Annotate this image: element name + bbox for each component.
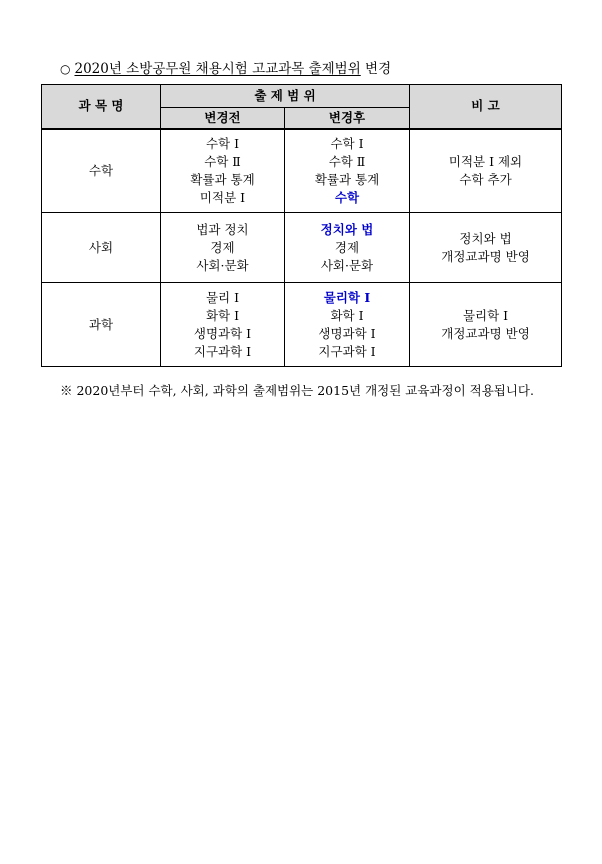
after-item-changed: 수학 — [334, 189, 360, 205]
subject-cell: 사회 — [42, 213, 161, 283]
header-scope: 출 제 범 위 — [161, 85, 410, 108]
before-item: 사회·문화 — [196, 257, 249, 273]
remarks-cell — [410, 283, 562, 367]
after-item: 확률과 통계 — [314, 171, 380, 187]
after-item-changed: 물리학 Ⅰ — [323, 289, 371, 305]
header-after: 변경후 — [285, 108, 410, 129]
after-item: 경제 — [334, 239, 360, 255]
section-heading — [60, 57, 391, 77]
before-item: 지구과학 Ⅰ — [193, 343, 252, 359]
before-item: 생명과학 Ⅰ — [193, 325, 252, 341]
table-row-social — [42, 213, 562, 283]
remarks-item: 개정교과명 반영 — [441, 248, 530, 264]
remarks-item: 수학 추가 — [459, 171, 512, 187]
after-item: 지구과학 Ⅰ — [318, 343, 376, 359]
section-heading-suffix: 변경 — [365, 61, 392, 77]
subject-cell: 수학 — [42, 129, 161, 213]
footnote: ※ 2020년부터 수학, 사회, 과학의 출제범위는 2015년 개정된 교육과정이 적용됩니다. — [60, 383, 534, 398]
before-item: 경제 — [210, 239, 235, 255]
before-item: 법과 정치 — [196, 221, 249, 237]
remarks-item: 물리학 Ⅰ — [462, 307, 509, 323]
remarks-item: 미적분 Ⅰ 제외 — [448, 153, 523, 169]
remarks-item: 정치와 법 — [459, 230, 512, 246]
before-cell — [161, 129, 285, 213]
after-item: 수학 Ⅱ — [328, 153, 366, 169]
remarks-item: 개정교과명 반영 — [441, 325, 530, 341]
before-cell — [161, 213, 285, 283]
before-item: 화학 Ⅰ — [205, 307, 240, 323]
remarks-cell — [410, 129, 562, 213]
after-cell — [285, 283, 410, 367]
after-item: 생명과학 Ⅰ — [318, 325, 376, 341]
after-item: 사회·문화 — [320, 257, 374, 273]
before-item: 수학 Ⅰ — [205, 135, 240, 151]
remarks-cell — [410, 213, 562, 283]
before-cell — [161, 283, 285, 367]
before-item: 물리 Ⅰ — [205, 289, 240, 305]
after-item: 화학 Ⅰ — [330, 307, 364, 323]
header-remarks: 비 고 — [410, 85, 562, 129]
after-item: 수학 Ⅰ — [330, 135, 364, 151]
exam-scope-table — [41, 84, 562, 367]
table-row-science — [42, 283, 562, 367]
before-item: 확률과 통계 — [190, 171, 255, 187]
before-item: 수학 Ⅱ — [204, 153, 241, 169]
header-before: 변경전 — [161, 108, 285, 129]
table-row-math — [42, 129, 562, 213]
after-cell — [285, 213, 410, 283]
after-cell — [285, 129, 410, 213]
after-item-changed: 정치와 법 — [320, 221, 374, 237]
subject-cell: 과학 — [42, 283, 161, 367]
before-item: 미적분 Ⅰ — [199, 189, 246, 205]
section-heading-title: 2020년 소방공무원 채용시험 고교과목 출제범위 — [74, 61, 361, 77]
circle-bullet-icon: ○ — [60, 62, 71, 76]
header-subject: 과 목 명 — [42, 85, 161, 129]
